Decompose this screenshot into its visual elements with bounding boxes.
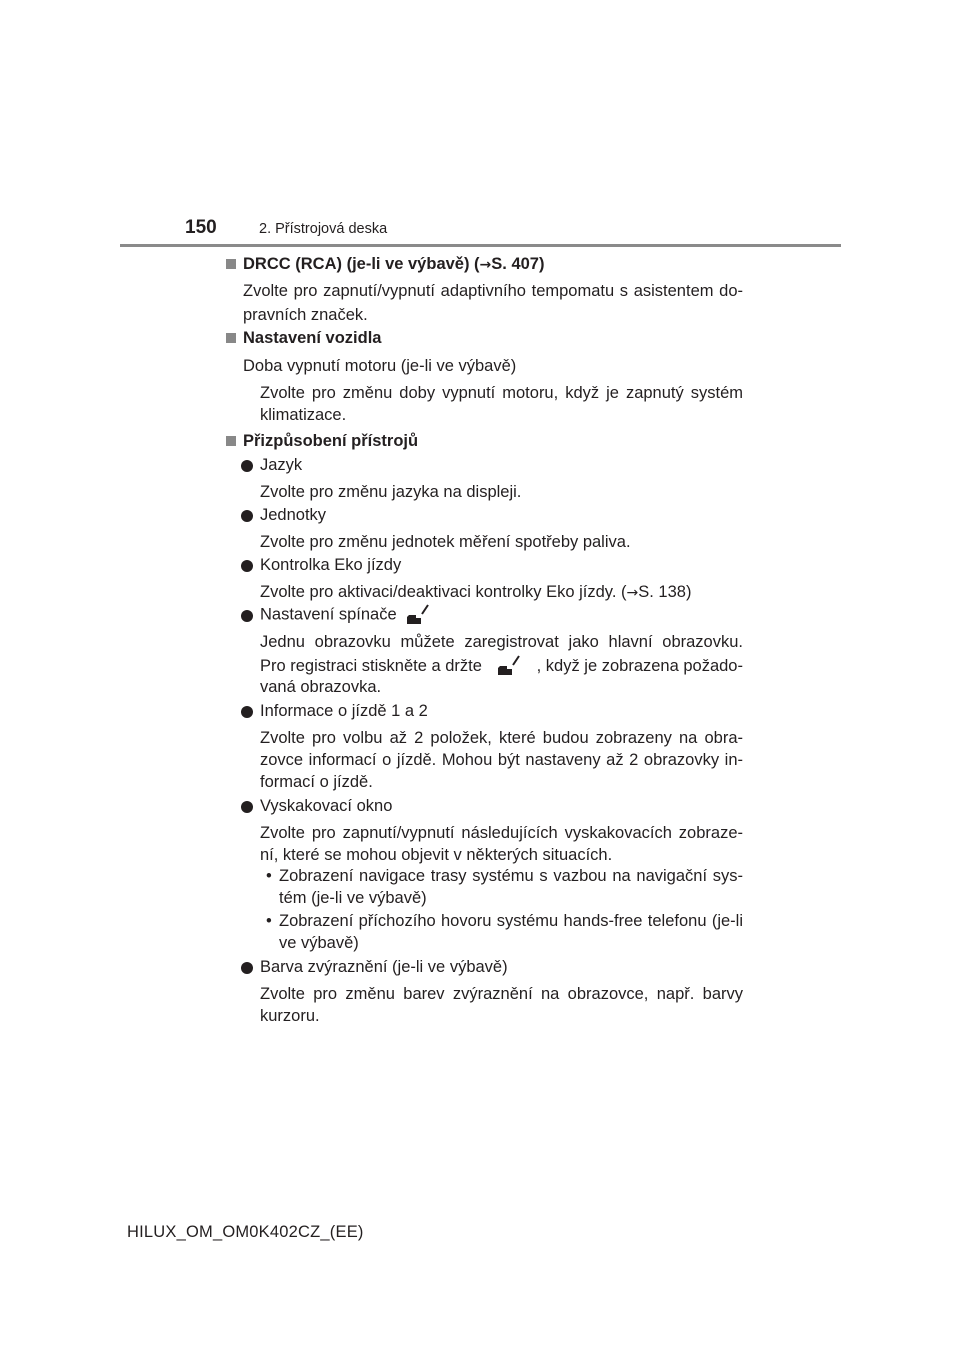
round-bullet-icon [241,962,253,974]
item-switch-desc-line: vaná obrazovka. [260,678,382,696]
item-trip-desc-line: zovce informací o jízdě. Mohou být nastaveny až 2 obrazovky in- [260,751,743,769]
square-bullet-icon [226,259,236,269]
round-bullet-icon [241,610,253,622]
meter-switch-icon [497,654,521,678]
sub-bullet-marker: • [266,867,272,885]
popup-bullet-line: Zobrazení příchozího hovoru systému hands-free telefonu (je-li [279,912,743,930]
section-title: 2. Přístrojová deska [259,221,388,237]
square-bullet-icon [226,333,236,343]
vehicle-desc-line: klimatizace. [260,406,347,424]
item-language-label: Jazyk [260,456,303,474]
meter-switch-icon [406,603,430,627]
item-eco-label: Kontrolka Eko jízdy [260,556,402,574]
round-bullet-icon [241,801,253,813]
item-switch-label: Nastavení spínače [260,603,430,627]
popup-bullet-line: ve výbavě) [279,934,359,952]
item-accent-desc-line: Zvolte pro změnu barev zvýraznění na obrazovce, např. barvy [260,985,743,1003]
item-switch-desc-line: Jednu obrazovku můžete zaregistrovat jako hlavní obrazovku. [260,633,743,651]
sub-bullet-marker: • [266,912,272,930]
vehicle-desc-line: Zvolte pro změnu doby vypnutí motoru, když je zapnutý systém [260,384,743,402]
item-trip-desc-line: Zvolte pro volbu až 2 položek, které budou zobrazeny na obra- [260,729,743,747]
item-units-label: Jednotky [260,506,327,524]
arrow-right-icon: → [626,585,639,601]
item-switch-desc-line: Pro registraci stiskněte a držte , když je zobrazena požado- [260,654,743,678]
heading-vehicle-settings: Nastavení vozidla [243,329,382,347]
drcc-desc-line: Zvolte pro zapnutí/vypnutí adaptivního tempomatu s asistentem do- [243,282,743,300]
item-language-desc: Zvolte pro změnu jazyka na displeji. [260,483,522,501]
item-popup-label: Vyskakovací okno [260,797,393,815]
drcc-desc-line: pravních značek. [243,306,368,324]
round-bullet-icon [241,510,253,522]
item-trip-desc-line: formací o jízdě. [260,773,373,791]
vehicle-item: Doba vypnutí motoru (je-li ve výbavě) [243,357,517,375]
page-number: 150 [185,217,217,238]
item-popup-desc-line: ní, které se mohou objevit v některých situacích. [260,846,613,864]
round-bullet-icon [241,460,253,472]
arrow-right-icon: → [479,257,492,273]
popup-bullet-line: Zobrazení navigace trasy systému s vazbou na navigační sys- [279,867,743,885]
item-trip-label: Informace o jízdě 1 a 2 [260,702,428,720]
item-units-desc: Zvolte pro změnu jednotek měření spotřeby paliva. [260,533,631,551]
item-accent-label: Barva zvýraznění (je-li ve výbavě) [260,958,508,976]
heading-drcc: DRCC (RCA) (je-li ve výbavě) (→S. 407) [243,255,545,273]
document-code: HILUX_OM_OM0K402CZ_(EE) [127,1223,364,1241]
item-eco-desc: Zvolte pro aktivaci/deaktivaci kontrolky Eko jízdy. (→S. 138) [260,583,692,601]
popup-bullet-line: tém (je-li ve výbavě) [279,889,427,907]
heading-meter-customization: Přizpůsobení přístrojů [243,432,419,450]
round-bullet-icon [241,706,253,718]
round-bullet-icon [241,560,253,572]
header-divider [120,244,841,247]
item-accent-desc-line: kurzoru. [260,1007,320,1025]
item-popup-desc-line: Zvolte pro zapnutí/vypnutí následujících vyskakovacích zobraze- [260,824,743,842]
square-bullet-icon [226,436,236,446]
